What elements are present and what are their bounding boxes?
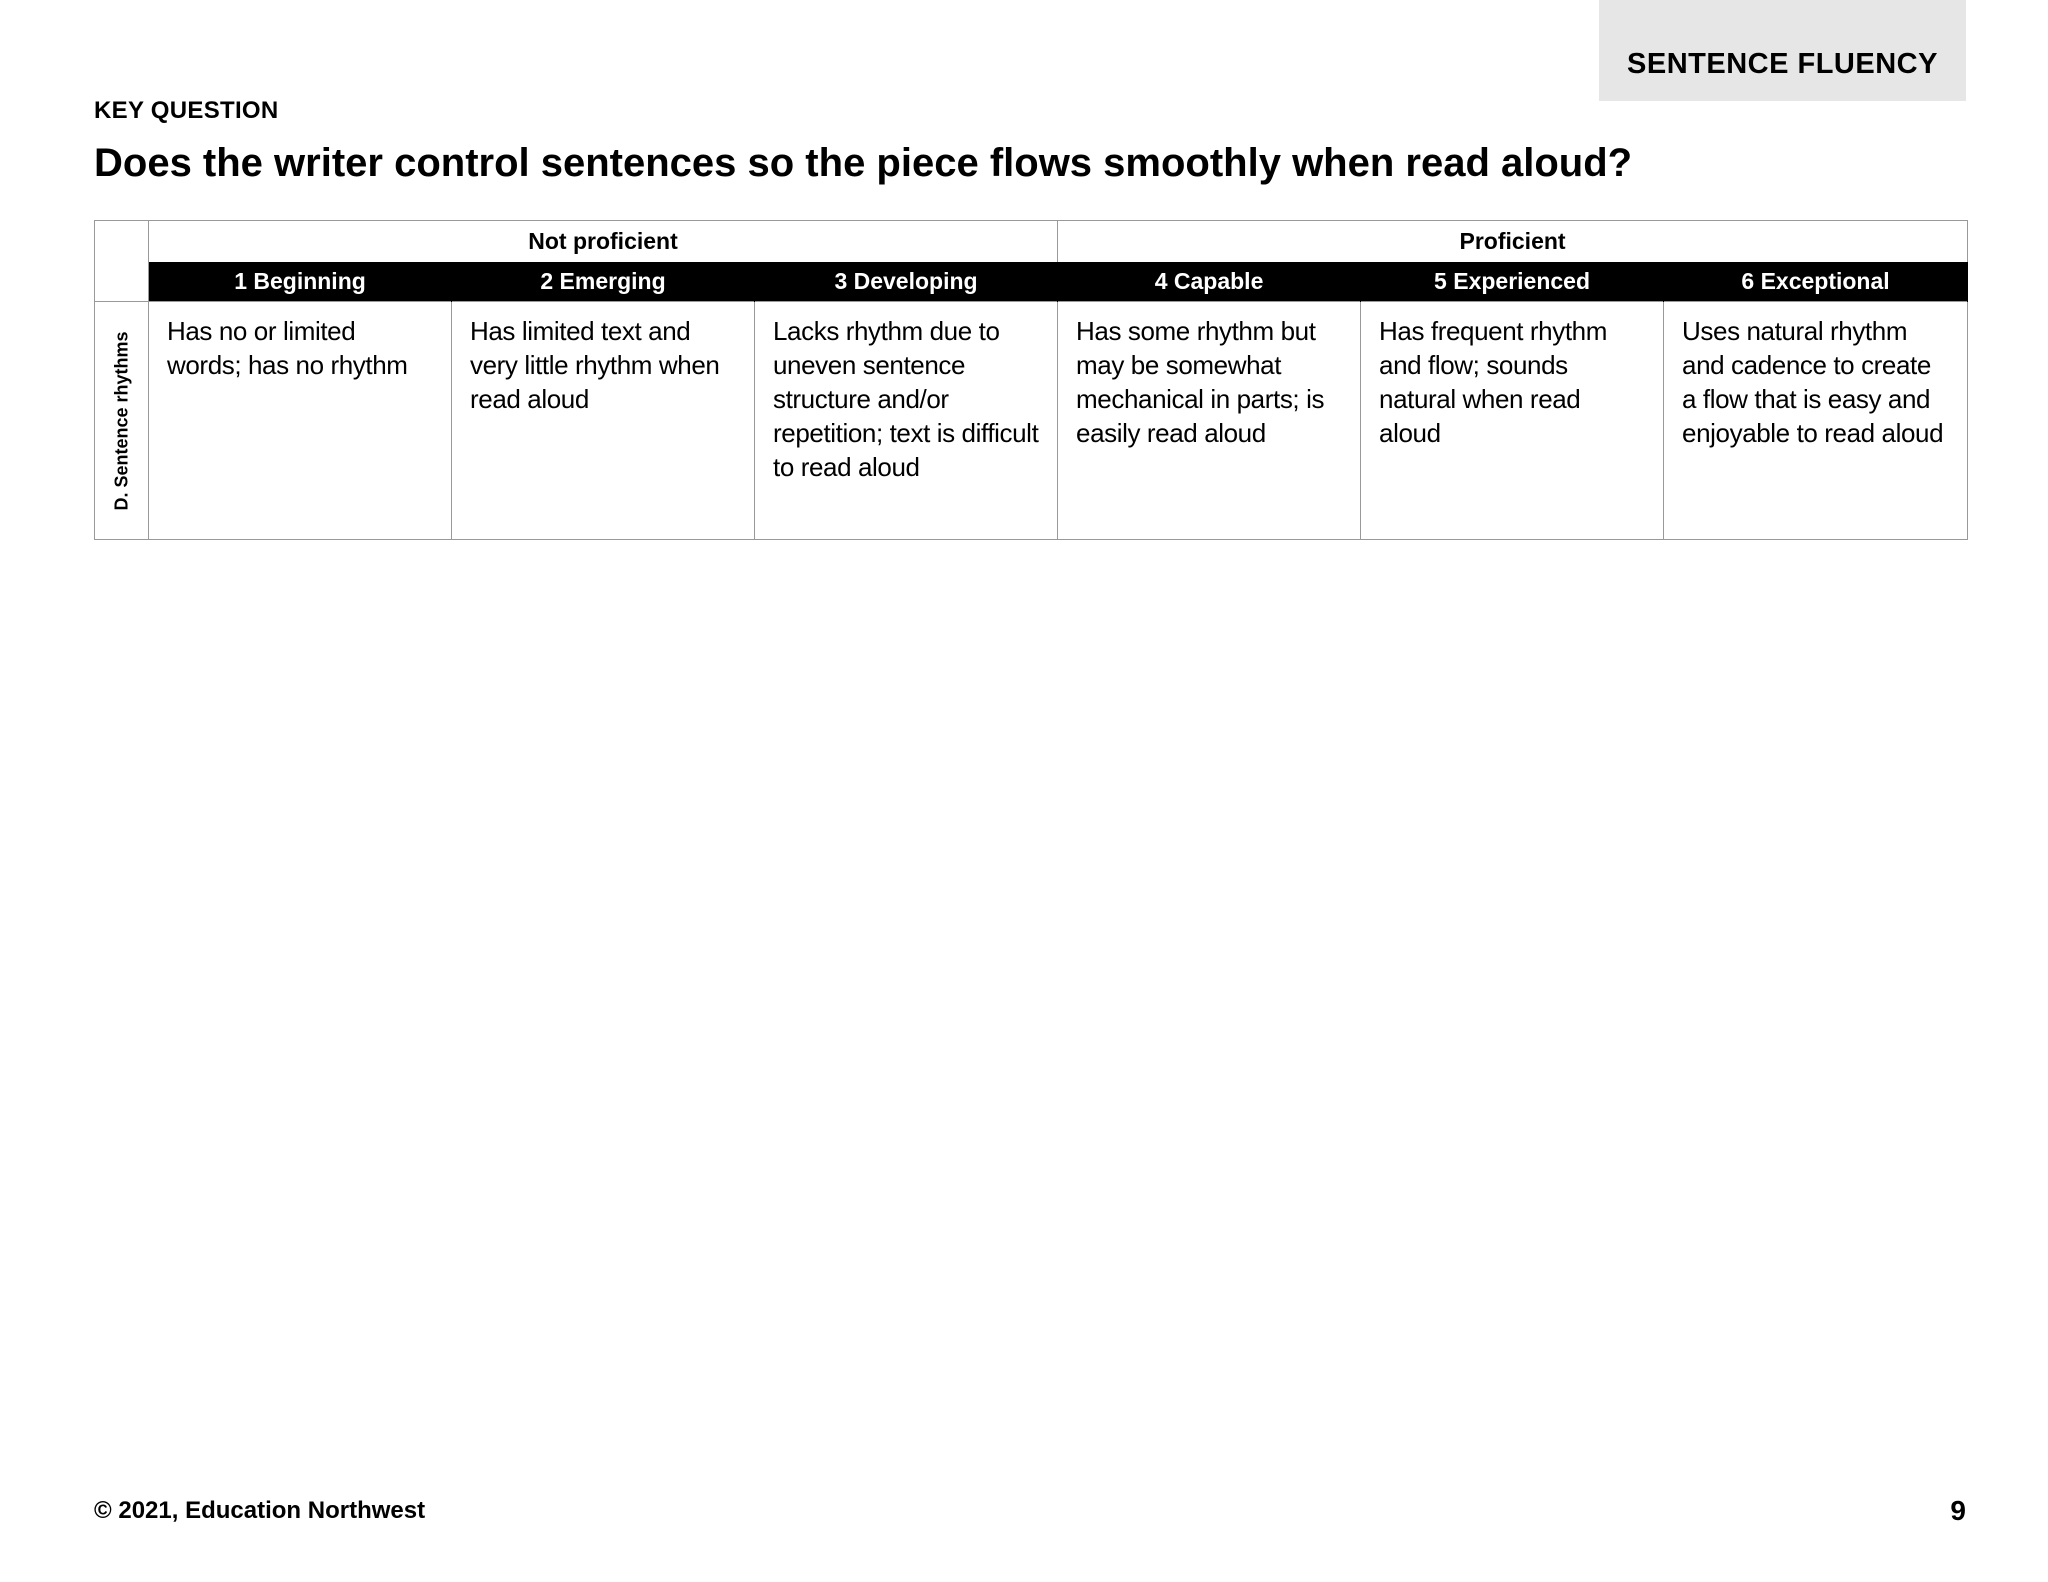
level-5-experienced: 5 Experienced [1361,262,1664,302]
group-proficient: Proficient [1058,221,1968,262]
section-title: SENTENCE FLUENCY [1627,48,1938,80]
level-4-capable: 4 Capable [1058,262,1361,302]
descriptor-level-1: Has no or limited words; has no rhythm [149,302,452,540]
key-question-label: KEY QUESTION [94,97,279,124]
section-tab [1599,0,1966,101]
descriptor-level-4: Has some rhythm but may be somewhat mechanical in parts; is easily read aloud [1058,302,1361,540]
row-label-cell [95,302,149,540]
row-label: D. Sentence rhythms [111,330,131,511]
descriptor-level-3: Lacks rhythm due to uneven sentence structure and/or repetition; text is difficult to read aloud [755,302,1058,540]
descriptor-level-5: Has frequent rhythm and flow; sounds natural when read aloud [1361,302,1664,540]
rubric-table [94,220,1968,540]
table-row [95,302,1968,540]
corner-cell [95,221,149,302]
level-6-exceptional: 6 Exceptional [1664,262,1968,302]
descriptor-level-2: Has limited text and very little rhythm when read aloud [452,302,755,540]
page-number: 9 [1950,1495,1966,1526]
descriptor-level-6: Uses natural rhythm and cadence to create a flow that is easy and enjoyable to read aloud [1664,302,1968,540]
group-header-row [95,221,1968,262]
level-header-row [95,262,1968,302]
level-3-developing: 3 Developing [755,262,1058,302]
level-1-beginning: 1 Beginning [149,262,452,302]
footer-copyright: © 2021, Education Northwest [94,1497,426,1524]
level-2-emerging: 2 Emerging [452,262,755,302]
key-question: Does the writer control sentences so the piece flows smoothly when read aloud? [94,141,1633,185]
group-not-proficient: Not proficient [149,221,1058,262]
